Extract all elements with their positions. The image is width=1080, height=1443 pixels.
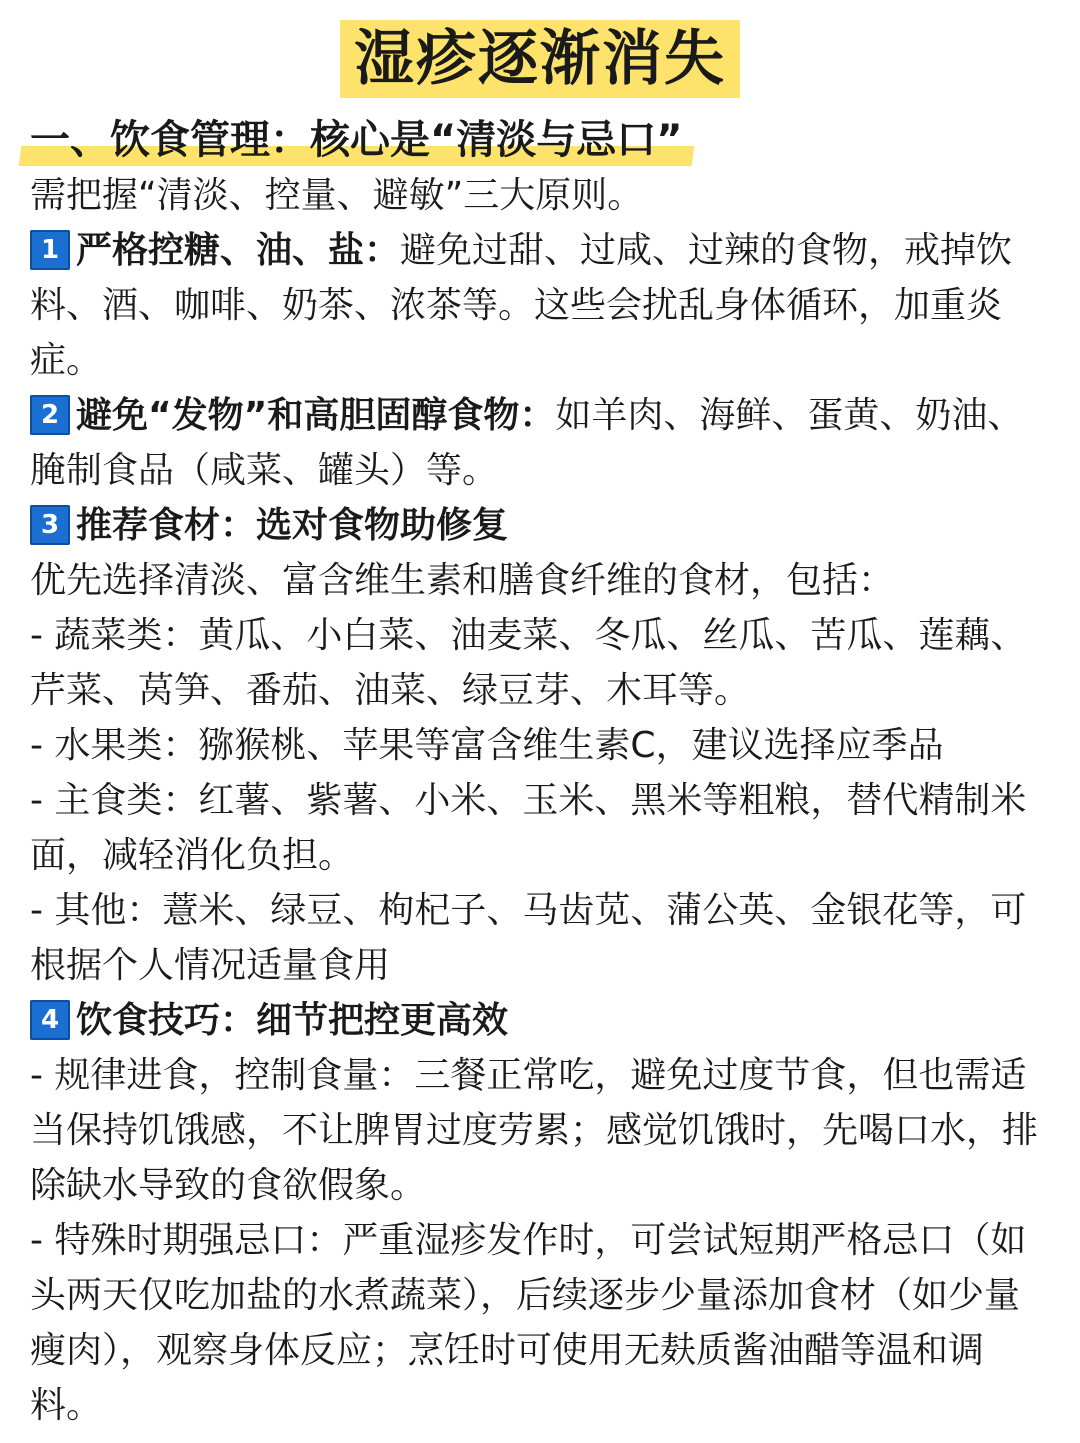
item-2 bbox=[30, 388, 1050, 498]
list-item: - 主食类：红薯、紫薯、小米、玉米、黑米等粗粮，替代精制米面，减轻消化负担。 bbox=[30, 780, 1027, 876]
list-item: - 规律进食，控制食量：三餐正常吃，避免过度节食，但也需适当保持饥饿感，不让脾胃过度劳累；感觉饥饿时，先喝口水，排除缺水导致的食欲假象。 bbox=[30, 1055, 1039, 1206]
item-text: 如羊肉、海鲜、蛋黄、奶油、腌制食品（咸菜、罐头）等。 bbox=[30, 395, 1024, 491]
item-4 bbox=[30, 993, 1050, 1048]
item-3 bbox=[30, 498, 1050, 553]
list-item: - 水果类：猕猴桃、苹果等富含维生素C，建议选择应季品 bbox=[30, 725, 944, 766]
section-intro: 需把握“清淡、控量、避敏”三大原则。 bbox=[30, 175, 644, 216]
list-item: - 蔬菜类：黄瓜、小白菜、油麦菜、冬瓜、丝瓜、苦瓜、莲藕、芹菜、莴笋、番茄、油菜、绿豆芽、木耳等。 bbox=[30, 615, 1027, 711]
page-title: 湿疹逐渐消失 bbox=[340, 20, 740, 98]
number-badge-icon: 3 bbox=[30, 505, 70, 545]
title-wrap bbox=[0, 0, 1080, 100]
number-badge-icon: 1 bbox=[30, 230, 70, 270]
number-badge-icon: 2 bbox=[30, 395, 70, 435]
item-heading: 推荐食材：选对食物助修复 bbox=[76, 505, 509, 546]
section-heading: 一、饮食管理：核心是“清淡与忌口” bbox=[30, 112, 687, 168]
content bbox=[0, 100, 1080, 1433]
list-item: - 其他：薏米、绿豆、枸杞子、马齿苋、蒲公英、金银花等，可根据个人情况适量食用 bbox=[30, 890, 1027, 986]
item-heading: 严格控糖、油、盐： bbox=[76, 230, 401, 271]
number-badge-icon: 4 bbox=[30, 1000, 70, 1040]
list-item: - 特殊时期强忌口：严重湿疹发作时，可尝试短期严格忌口（如头两天仅吃加盐的水煮蔬菜），后续逐步少量添加食材（如少量瘦肉），观察身体反应；烹饪时可使用无麸质酱油醋等温和调料。 bbox=[30, 1220, 1027, 1426]
item-1 bbox=[30, 223, 1050, 388]
item-heading: 避免“发物”和高胆固醇食物： bbox=[76, 395, 556, 436]
list-item: 优先选择清淡、富含维生素和膳食纤维的食材，包括： bbox=[30, 560, 895, 601]
item-text: 避免过甜、过咸、过辣的食物，戒掉饮料、酒、咖啡、奶茶、浓茶等。这些会扰乱身体循环，加重炎症。 bbox=[30, 230, 1013, 381]
item-heading: 饮食技巧：细节把控更高效 bbox=[76, 1000, 509, 1041]
